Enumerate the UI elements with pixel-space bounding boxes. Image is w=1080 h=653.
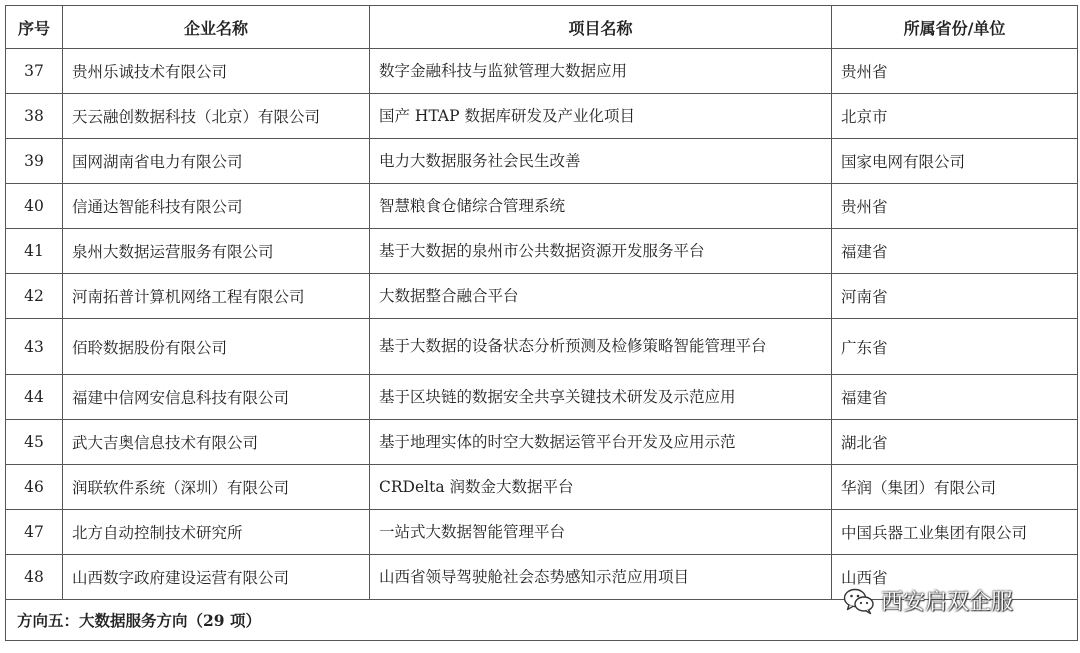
row-project: 大数据整合融合平台 <box>370 274 832 319</box>
row-project: 基于大数据的设备状态分析预测及检修策略智能管理平台 <box>370 319 832 375</box>
row-project: 基于区块链的数据安全共享关键技术研发及示范应用 <box>370 375 832 420</box>
row-region: 福建省 <box>832 375 1078 420</box>
watermark <box>843 585 1013 616</box>
row-project: 基于大数据的泉州市公共数据资源开发服务平台 <box>370 229 832 274</box>
row-no: 42 <box>6 274 63 319</box>
row-company: 福建中信网安信息科技有限公司 <box>63 375 370 420</box>
header-row <box>6 6 1078 49</box>
row-company: 信通达智能科技有限公司 <box>63 184 370 229</box>
row-no: 37 <box>6 49 63 94</box>
table-row <box>6 184 1078 229</box>
row-project: 山西省领导驾驶舱社会态势感知示范应用项目 <box>370 555 832 600</box>
table-row <box>6 465 1078 510</box>
row-company: 国网湖南省电力有限公司 <box>63 139 370 184</box>
row-project: 数字金融科技与监狱管理大数据应用 <box>370 49 832 94</box>
row-no: 46 <box>6 465 63 510</box>
row-region: 湖北省 <box>832 420 1078 465</box>
row-company: 天云融创数据科技（北京）有限公司 <box>63 94 370 139</box>
row-no: 39 <box>6 139 63 184</box>
row-no: 47 <box>6 510 63 555</box>
table-row <box>6 139 1078 184</box>
row-region: 华润（集团）有限公司 <box>832 465 1078 510</box>
row-company: 泉州大数据运营服务有限公司 <box>63 229 370 274</box>
table-row <box>6 229 1078 274</box>
table-row <box>6 94 1078 139</box>
row-project: 基于地理实体的时空大数据运管平台开发及应用示范 <box>370 420 832 465</box>
row-company: 润联软件系统（深圳）有限公司 <box>63 465 370 510</box>
header-no: 序号 <box>6 6 63 49</box>
row-region: 河南省 <box>832 274 1078 319</box>
row-company: 北方自动控制技术研究所 <box>63 510 370 555</box>
project-table <box>5 5 1078 641</box>
row-company: 佰聆数据股份有限公司 <box>63 319 370 375</box>
row-region: 贵州省 <box>832 184 1078 229</box>
row-company: 河南拓普计算机网络工程有限公司 <box>63 274 370 319</box>
header-project: 项目名称 <box>370 6 832 49</box>
row-company: 山西数字政府建设运营有限公司 <box>63 555 370 600</box>
header-company: 企业名称 <box>63 6 370 49</box>
row-company: 贵州乐诚技术有限公司 <box>63 49 370 94</box>
row-region: 中国兵器工业集团有限公司 <box>832 510 1078 555</box>
table-row <box>6 375 1078 420</box>
row-no: 40 <box>6 184 63 229</box>
row-project: CRDelta 润数金大数据平台 <box>370 465 832 510</box>
wechat-icon <box>843 587 875 615</box>
table-row <box>6 510 1078 555</box>
row-no: 41 <box>6 229 63 274</box>
row-region: 北京市 <box>832 94 1078 139</box>
row-no: 45 <box>6 420 63 465</box>
row-project: 智慧粮食仓储综合管理系统 <box>370 184 832 229</box>
table-row <box>6 49 1078 94</box>
table-row <box>6 319 1078 375</box>
header-region: 所属省份/单位 <box>832 6 1078 49</box>
row-region: 国家电网有限公司 <box>832 139 1078 184</box>
row-region: 福建省 <box>832 229 1078 274</box>
table-row <box>6 420 1078 465</box>
section-footer: 方向五：大数据服务方向（29 项） <box>6 600 1078 641</box>
row-project: 一站式大数据智能管理平台 <box>370 510 832 555</box>
row-project: 电力大数据服务社会民生改善 <box>370 139 832 184</box>
row-no: 44 <box>6 375 63 420</box>
table-row <box>6 274 1078 319</box>
row-no: 43 <box>6 319 63 375</box>
row-region: 山西省 <box>832 555 1078 600</box>
row-company: 武大吉奥信息技术有限公司 <box>63 420 370 465</box>
row-region: 贵州省 <box>832 49 1078 94</box>
row-project: 国产 HTAP 数据库研发及产业化项目 <box>370 94 832 139</box>
row-no: 48 <box>6 555 63 600</box>
row-no: 38 <box>6 94 63 139</box>
row-region: 广东省 <box>832 319 1078 375</box>
watermark-text: 西安启双企服 <box>881 590 1014 615</box>
